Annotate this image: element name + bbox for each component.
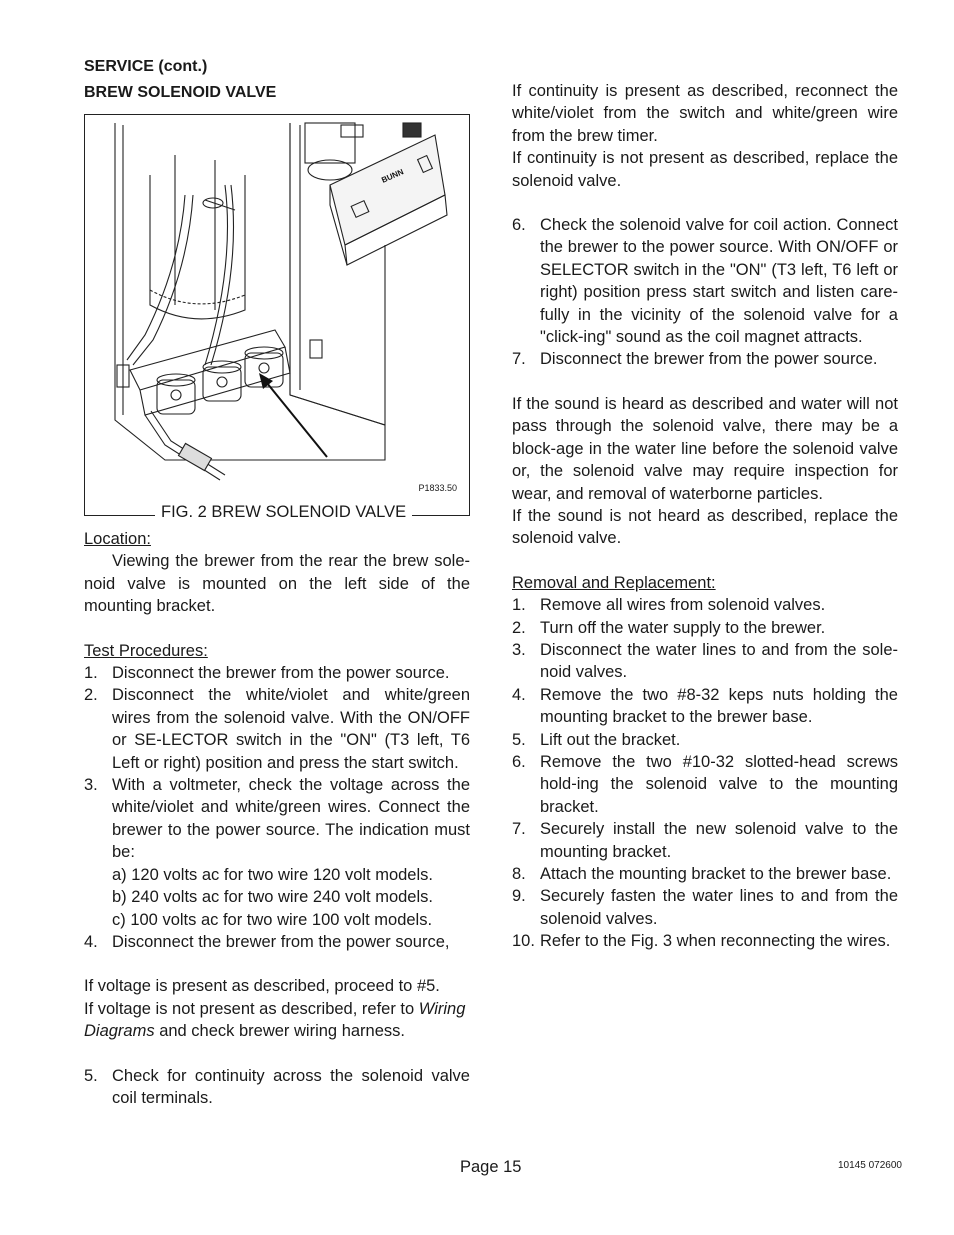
removal-item-6: 6. Remove the two #10-32 slotted-head screws hold-ing the solenoid valve to the mounting bracket.	[512, 752, 898, 816]
continuity-absent-text: If continuity is not present as described, replace the solenoid valve.	[512, 149, 898, 190]
removal-item-2: 2. Turn off the water supply to the brewer.	[512, 618, 826, 637]
test-item-4: 4. Disconnect the brewer from the power source,	[84, 932, 450, 951]
sound-heard-text: If the sound is heard as described and water will not pass through the solenoid valve, there may be a block-age in the water line before the solenoid valve or, the solenoid valve may require inspection for wear, and removal of waterborne particles.	[512, 394, 898, 503]
test-item-1: 1. Disconnect the brewer from the power source.	[84, 664, 450, 683]
left-column	[84, 54, 470, 1109]
test-item-5: 5. Check for continuity across the solenoid valve coil terminals.	[84, 1066, 470, 1107]
removal-item-9: 9. Securely fasten the water lines to and from the solenoid valves.	[512, 887, 898, 928]
page-number: Page 15	[460, 1158, 522, 1176]
test-item-7: 7. Disconnect the brewer from the power source.	[512, 350, 878, 369]
figure-code: P1833.50	[418, 482, 457, 493]
voltage-c: c) 100 volts ac for two wire 100 volt models.	[112, 910, 433, 929]
brand-label: BUNN	[380, 167, 405, 185]
brewer-illustration	[85, 115, 469, 515]
voltage-b: b) 240 volts ac for two wire 240 volt models.	[112, 888, 433, 907]
test-item-2: 2. Disconnect the white/violet and white/green wires from the solenoid valve. With the ON/OFF or SE-LECTOR switch in the "ON" (T3 left, T6 Left or right) position and press the start switch.	[84, 686, 470, 772]
voltage-a: a) 120 volts ac for two wire 120 volt models.	[112, 865, 433, 884]
voltage-absent-text: If voltage is not present as described, refer to Wiring Diagrams and check brewer wiring harness.	[84, 999, 466, 1041]
right-column	[512, 80, 898, 953]
sound-not-heard-text: If the sound is not heard as described, replace the solenoid valve.	[512, 506, 898, 548]
removal-item-5: 5. Lift out the bracket.	[512, 730, 681, 749]
test-item-3: 3. With a voltmeter, check the voltage across the white/violet and white/green wires. Connect the brewer to the power source. The indication must be:	[84, 776, 470, 862]
location-heading: Location:	[84, 530, 151, 548]
removal-heading: Removal and Replacement:	[512, 573, 716, 592]
removal-item-8: 8. Attach the mounting bracket to the brewer base.	[512, 865, 892, 883]
removal-item-1: 1. Remove all wires from solenoid valves.	[512, 596, 826, 615]
continuity-present-text: If continuity is present as described, reconnect the white/violet from the switch and white/green wire from the brew timer.	[512, 82, 898, 145]
removal-item-10: 10. Refer to the Fig. 3 when reconnecting the wires.	[512, 932, 891, 951]
section-heading: SERVICE (cont.)	[84, 58, 208, 75]
removal-item-7: 7. Securely install the new solenoid valve to the mounting bracket.	[512, 820, 898, 861]
removal-item-3: 3. Disconnect the water lines to and from the sole-noid valves.	[512, 640, 898, 682]
document-code: 10145 072600	[838, 1160, 902, 1171]
wiring-diagrams-ref: Wiring Diagrams	[84, 999, 466, 1041]
figure-brew-solenoid-valve	[84, 114, 470, 521]
test-heading: Test Procedures:	[84, 641, 208, 660]
removal-item-4: 4. Remove the two #8-32 keps nuts holding the mounting bracket to the brewer base.	[512, 685, 898, 727]
subsection-heading: BREW SOLENOID VALVE	[84, 84, 277, 101]
figure-caption: FIG. 2 BREW SOLENOID VALVE	[155, 501, 412, 523]
voltage-present-text: If voltage is present as described, proceed to #5.	[84, 977, 440, 996]
location-text: Viewing the brewer from the rear the brew sole-noid valve is mounted on the left side of the mounting bracket.	[84, 552, 470, 616]
test-item-6: 6. Check the solenoid valve for coil action. Connect the brewer to the power source. With ON/OFF or SELECTOR switch in the "ON" (T3 left, T6 left or right) position press start switch and listen care-fully in the vicinity of the solenoid valve for a "click-ing" sound as the coil magnet attracts.	[512, 216, 898, 347]
